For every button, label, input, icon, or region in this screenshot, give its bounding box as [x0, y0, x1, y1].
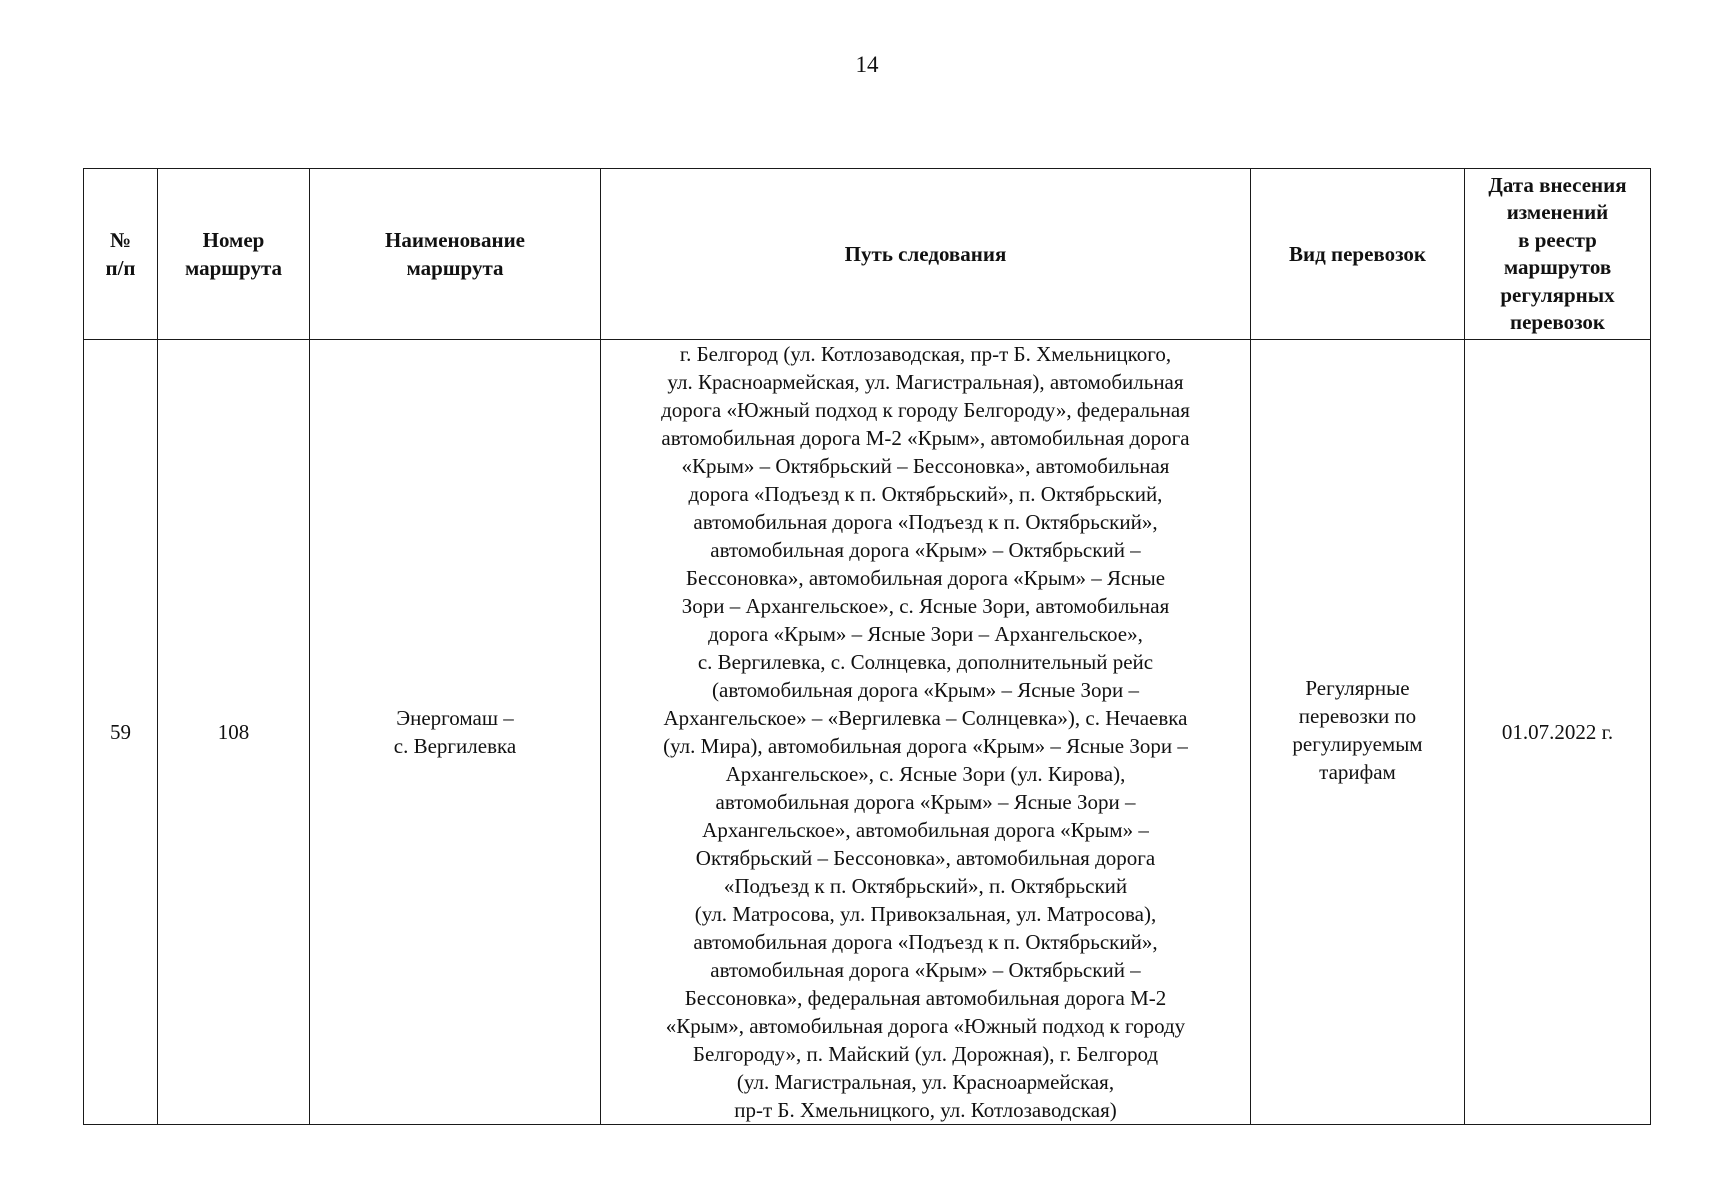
cell-num: 59 [84, 340, 158, 1125]
cell-transport-type: Регулярные перевозки по регулируемым тарифам [1251, 340, 1465, 1125]
cell-date: 01.07.2022 г. [1465, 340, 1651, 1125]
header-transport-type: Вид перевозок [1251, 169, 1465, 340]
page-number: 14 [855, 52, 879, 77]
header-route-name: Наименование маршрута [310, 169, 601, 340]
header-path: Путь следования [601, 169, 1251, 340]
routes-table [83, 168, 1651, 1125]
table-header-row [84, 169, 1651, 340]
cell-route-name: Энергомаш – с. Вергилевка [310, 340, 601, 1125]
cell-path: г. Белгород (ул. Котлозаводская, пр-т Б. Хмельницкого, ул. Красноармейская, ул. Магистральная), автомобильная дорога «Южный подход к городу Белгороду», федеральная автомобильная дорога М-2 «Крым», автомобильная дорога «Крым» – Октябрьский – Бессоновка», автомобильная дорога «Подъезд к п. Октябрьский», п. Октябрьский, автомобильная дорога «Подъезд к п. Октябрьский», автомобильная дорога «Крым» – Октябрьский – Бессоновка», автомобильная дорога «Крым» – Ясные Зори – Архангельское», с. Ясные Зори, автомобильная дорога «Крым» – Ясные Зори – Архангельское», с. Вергилевка, с. Солнцевка, дополнительный рейс (автомобильная дорога «Крым» – Ясные Зори – Архангельское» – «Вергилевка – Солнцевка»), с. Нечаевка (ул. Мира), автомобильная дорога «Крым» – Ясные Зори – Архангельское», с. Ясные Зори (ул. Кирова), автомобильная дорога «Крым» – Ясные Зори – Архангельское», автомобильная дорога «Крым» – Октябрьский – Бессоновка», автомобильная дорога «Подъезд к п. Октябрьский», п. Октябрьский (ул. Матросова, ул. Привокзальная, ул. Матросова), автомобильная дорога «Подъезд к п. Октябрьский», автомобильная дорога «Крым» – Октябрьский – Бессоновка», федеральная автомобильная дорога М-2 «Крым», автомобильная дорога «Южный подход к городу Белгороду», п. Майский (ул. Дорожная), г. Белгород (ул. Магистральная, ул. Красноармейская, пр-т Б. Хмельницкого, ул. Котлозаводская) [601, 340, 1251, 1125]
header-route-number: Номер маршрута [158, 169, 310, 340]
cell-route-number: 108 [158, 340, 310, 1125]
header-date: Дата внесения изменений в реестр маршрутов регулярных перевозок [1465, 169, 1651, 340]
header-num: № п/п [84, 169, 158, 340]
table-row [84, 340, 1651, 1125]
